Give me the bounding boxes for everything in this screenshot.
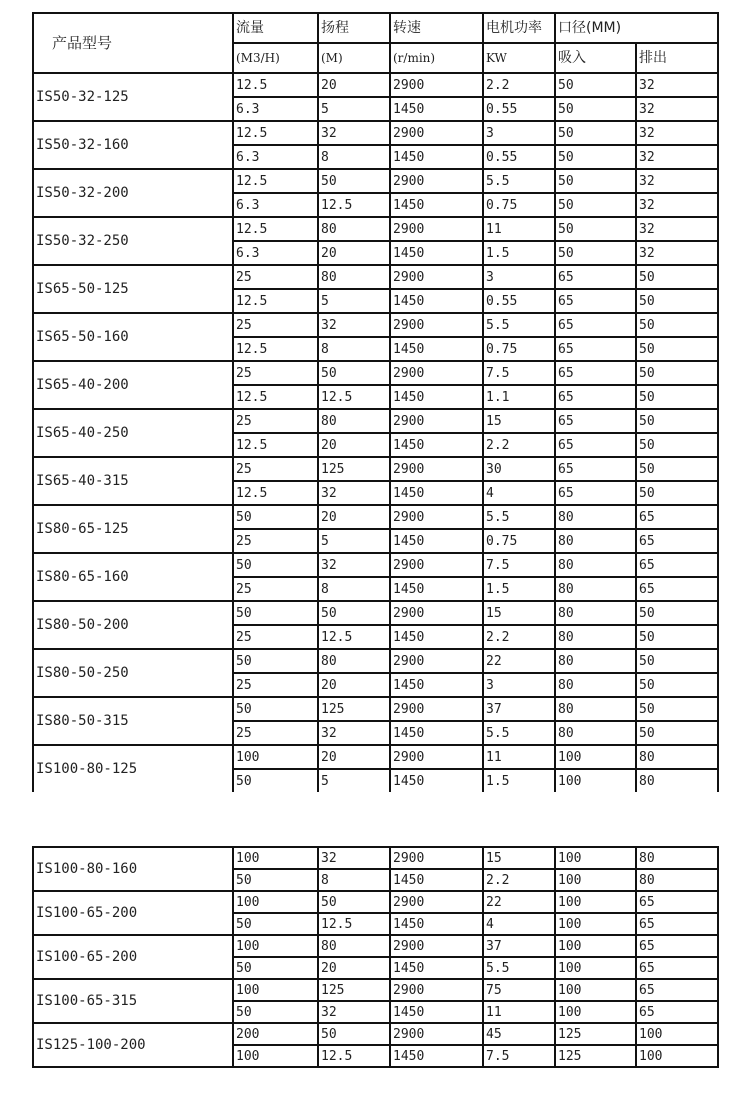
power-cell: 15 bbox=[483, 409, 555, 433]
inlet-cell: 100 bbox=[555, 935, 636, 957]
speed-cell: 1450 bbox=[390, 625, 483, 649]
outlet-cell: 65 bbox=[636, 935, 718, 957]
outlet-cell: 50 bbox=[636, 433, 718, 457]
model-cell: IS80-65-160 bbox=[33, 553, 233, 601]
speed-cell: 1450 bbox=[390, 869, 483, 891]
model-cell: IS50-32-250 bbox=[33, 217, 233, 265]
speed-cell: 1450 bbox=[390, 913, 483, 935]
power-cell: 5.5 bbox=[483, 505, 555, 529]
power-cell: 30 bbox=[483, 457, 555, 481]
model-cell: IS100-65-200 bbox=[33, 891, 233, 935]
speed-cell: 2900 bbox=[390, 649, 483, 673]
speed-cell: 1450 bbox=[390, 673, 483, 697]
model-cell: IS65-40-250 bbox=[33, 409, 233, 457]
inlet-cell: 80 bbox=[555, 673, 636, 697]
table-row bbox=[33, 313, 718, 337]
flow-cell: 100 bbox=[233, 745, 318, 769]
header-flow-unit: (M3/H) bbox=[233, 43, 318, 73]
table-row bbox=[33, 891, 718, 913]
inlet-cell: 65 bbox=[555, 481, 636, 505]
header-head: 扬程 bbox=[318, 13, 390, 43]
speed-cell: 2900 bbox=[390, 601, 483, 625]
table-row bbox=[33, 697, 718, 721]
power-cell: 15 bbox=[483, 847, 555, 869]
outlet-cell: 65 bbox=[636, 553, 718, 577]
pump-spec-table-lower bbox=[32, 846, 719, 1068]
inlet-cell: 50 bbox=[555, 121, 636, 145]
flow-cell: 6.3 bbox=[233, 97, 318, 121]
inlet-cell: 100 bbox=[555, 769, 636, 792]
inlet-cell: 125 bbox=[555, 1045, 636, 1067]
head-cell: 12.5 bbox=[318, 913, 390, 935]
inlet-cell: 50 bbox=[555, 217, 636, 241]
outlet-cell: 32 bbox=[636, 217, 718, 241]
power-cell: 7.5 bbox=[483, 1045, 555, 1067]
flow-cell: 12.5 bbox=[233, 433, 318, 457]
speed-cell: 1450 bbox=[390, 193, 483, 217]
power-cell: 75 bbox=[483, 979, 555, 1001]
flow-cell: 6.3 bbox=[233, 241, 318, 265]
table-row bbox=[33, 649, 718, 673]
head-cell: 5 bbox=[318, 97, 390, 121]
outlet-cell: 32 bbox=[636, 97, 718, 121]
outlet-cell: 65 bbox=[636, 891, 718, 913]
power-cell: 22 bbox=[483, 649, 555, 673]
flow-cell: 25 bbox=[233, 361, 318, 385]
flow-cell: 100 bbox=[233, 891, 318, 913]
flow-cell: 50 bbox=[233, 505, 318, 529]
head-cell: 32 bbox=[318, 121, 390, 145]
header-flow: 流量 bbox=[233, 13, 318, 43]
speed-cell: 1450 bbox=[390, 577, 483, 601]
head-cell: 50 bbox=[318, 169, 390, 193]
inlet-cell: 65 bbox=[555, 337, 636, 361]
power-cell: 7.5 bbox=[483, 553, 555, 577]
power-cell: 4 bbox=[483, 481, 555, 505]
header-row-1 bbox=[33, 13, 718, 43]
inlet-cell: 80 bbox=[555, 505, 636, 529]
head-cell: 20 bbox=[318, 73, 390, 97]
inlet-cell: 100 bbox=[555, 869, 636, 891]
table-row bbox=[33, 217, 718, 241]
power-cell: 0.75 bbox=[483, 193, 555, 217]
head-cell: 20 bbox=[318, 433, 390, 457]
speed-cell: 1450 bbox=[390, 97, 483, 121]
flow-cell: 25 bbox=[233, 265, 318, 289]
flow-cell: 100 bbox=[233, 935, 318, 957]
head-cell: 80 bbox=[318, 649, 390, 673]
outlet-cell: 50 bbox=[636, 721, 718, 745]
table-row bbox=[33, 73, 718, 97]
flow-cell: 12.5 bbox=[233, 169, 318, 193]
power-cell: 5.5 bbox=[483, 957, 555, 979]
power-cell: 11 bbox=[483, 745, 555, 769]
outlet-cell: 100 bbox=[636, 1023, 718, 1045]
table-row bbox=[33, 457, 718, 481]
outlet-cell: 32 bbox=[636, 241, 718, 265]
header-outlet: 排出 bbox=[636, 43, 718, 73]
flow-cell: 50 bbox=[233, 1001, 318, 1023]
flow-cell: 25 bbox=[233, 625, 318, 649]
power-cell: 45 bbox=[483, 1023, 555, 1045]
inlet-cell: 80 bbox=[555, 625, 636, 649]
speed-cell: 2900 bbox=[390, 553, 483, 577]
speed-cell: 2900 bbox=[390, 457, 483, 481]
outlet-cell: 65 bbox=[636, 979, 718, 1001]
head-cell: 32 bbox=[318, 847, 390, 869]
inlet-cell: 65 bbox=[555, 385, 636, 409]
model-cell: IS50-32-160 bbox=[33, 121, 233, 169]
power-cell: 3 bbox=[483, 673, 555, 697]
inlet-cell: 80 bbox=[555, 721, 636, 745]
inlet-cell: 100 bbox=[555, 1001, 636, 1023]
speed-cell: 2900 bbox=[390, 891, 483, 913]
model-cell: IS80-65-125 bbox=[33, 505, 233, 553]
outlet-cell: 32 bbox=[636, 73, 718, 97]
outlet-cell: 32 bbox=[636, 145, 718, 169]
head-cell: 5 bbox=[318, 769, 390, 792]
speed-cell: 2900 bbox=[390, 121, 483, 145]
inlet-cell: 125 bbox=[555, 1023, 636, 1045]
power-cell: 0.55 bbox=[483, 97, 555, 121]
speed-cell: 2900 bbox=[390, 935, 483, 957]
header-power: 电机功率 bbox=[483, 13, 555, 43]
inlet-cell: 50 bbox=[555, 193, 636, 217]
flow-cell: 50 bbox=[233, 649, 318, 673]
speed-cell: 2900 bbox=[390, 265, 483, 289]
speed-cell: 2900 bbox=[390, 979, 483, 1001]
head-cell: 125 bbox=[318, 979, 390, 1001]
inlet-cell: 65 bbox=[555, 409, 636, 433]
head-cell: 8 bbox=[318, 869, 390, 891]
inlet-cell: 65 bbox=[555, 265, 636, 289]
power-cell: 4 bbox=[483, 913, 555, 935]
model-cell: IS65-50-160 bbox=[33, 313, 233, 361]
table-row bbox=[33, 1023, 718, 1045]
speed-cell: 2900 bbox=[390, 217, 483, 241]
table-row bbox=[33, 505, 718, 529]
outlet-cell: 80 bbox=[636, 847, 718, 869]
power-cell: 2.2 bbox=[483, 73, 555, 97]
head-cell: 32 bbox=[318, 313, 390, 337]
inlet-cell: 65 bbox=[555, 457, 636, 481]
power-cell: 2.2 bbox=[483, 433, 555, 457]
header-speed-unit: (r/min) bbox=[390, 43, 483, 73]
flow-cell: 12.5 bbox=[233, 481, 318, 505]
inlet-cell: 80 bbox=[555, 649, 636, 673]
outlet-cell: 50 bbox=[636, 409, 718, 433]
head-cell: 20 bbox=[318, 745, 390, 769]
speed-cell: 1450 bbox=[390, 337, 483, 361]
inlet-cell: 50 bbox=[555, 145, 636, 169]
speed-cell: 1450 bbox=[390, 433, 483, 457]
inlet-cell: 65 bbox=[555, 289, 636, 313]
power-cell: 3 bbox=[483, 121, 555, 145]
header-power-unit: KW bbox=[483, 43, 555, 73]
speed-cell: 1450 bbox=[390, 529, 483, 553]
inlet-cell: 50 bbox=[555, 241, 636, 265]
outlet-cell: 65 bbox=[636, 913, 718, 935]
outlet-cell: 50 bbox=[636, 481, 718, 505]
header-inlet: 吸入 bbox=[555, 43, 636, 73]
table-row bbox=[33, 169, 718, 193]
power-cell: 2.2 bbox=[483, 869, 555, 891]
speed-cell: 2900 bbox=[390, 847, 483, 869]
model-cell: IS100-80-125 bbox=[33, 745, 233, 792]
model-cell: IS65-40-200 bbox=[33, 361, 233, 409]
head-cell: 8 bbox=[318, 577, 390, 601]
table-row bbox=[33, 409, 718, 433]
head-cell: 20 bbox=[318, 957, 390, 979]
header-speed: 转速 bbox=[390, 13, 483, 43]
head-cell: 12.5 bbox=[318, 625, 390, 649]
outlet-cell: 65 bbox=[636, 505, 718, 529]
flow-cell: 50 bbox=[233, 553, 318, 577]
flow-cell: 100 bbox=[233, 1045, 318, 1067]
power-cell: 1.5 bbox=[483, 769, 555, 792]
flow-cell: 25 bbox=[233, 529, 318, 553]
speed-cell: 2900 bbox=[390, 1023, 483, 1045]
model-cell: IS80-50-250 bbox=[33, 649, 233, 697]
inlet-cell: 80 bbox=[555, 553, 636, 577]
outlet-cell: 80 bbox=[636, 769, 718, 792]
head-cell: 8 bbox=[318, 337, 390, 361]
flow-cell: 50 bbox=[233, 957, 318, 979]
flow-cell: 25 bbox=[233, 577, 318, 601]
speed-cell: 2900 bbox=[390, 697, 483, 721]
flow-cell: 12.5 bbox=[233, 73, 318, 97]
inlet-cell: 80 bbox=[555, 577, 636, 601]
speed-cell: 2900 bbox=[390, 409, 483, 433]
outlet-cell: 50 bbox=[636, 289, 718, 313]
head-cell: 50 bbox=[318, 361, 390, 385]
power-cell: 5.5 bbox=[483, 313, 555, 337]
inlet-cell: 100 bbox=[555, 745, 636, 769]
table-row bbox=[33, 121, 718, 145]
inlet-cell: 100 bbox=[555, 847, 636, 869]
flow-cell: 100 bbox=[233, 979, 318, 1001]
speed-cell: 1450 bbox=[390, 145, 483, 169]
speed-cell: 1450 bbox=[390, 769, 483, 792]
flow-cell: 200 bbox=[233, 1023, 318, 1045]
table-row bbox=[33, 361, 718, 385]
head-cell: 5 bbox=[318, 529, 390, 553]
power-cell: 15 bbox=[483, 601, 555, 625]
flow-cell: 12.5 bbox=[233, 337, 318, 361]
outlet-cell: 80 bbox=[636, 869, 718, 891]
power-cell: 7.5 bbox=[483, 361, 555, 385]
inlet-cell: 80 bbox=[555, 529, 636, 553]
model-cell: IS100-80-160 bbox=[33, 847, 233, 891]
head-cell: 50 bbox=[318, 601, 390, 625]
outlet-cell: 50 bbox=[636, 313, 718, 337]
table-row bbox=[33, 601, 718, 625]
flow-cell: 50 bbox=[233, 869, 318, 891]
flow-cell: 12.5 bbox=[233, 121, 318, 145]
speed-cell: 2900 bbox=[390, 169, 483, 193]
head-cell: 125 bbox=[318, 457, 390, 481]
power-cell: 5.5 bbox=[483, 721, 555, 745]
outlet-cell: 80 bbox=[636, 745, 718, 769]
outlet-cell: 65 bbox=[636, 577, 718, 601]
power-cell: 1.1 bbox=[483, 385, 555, 409]
outlet-cell: 65 bbox=[636, 529, 718, 553]
power-cell: 11 bbox=[483, 217, 555, 241]
inlet-cell: 100 bbox=[555, 957, 636, 979]
speed-cell: 2900 bbox=[390, 745, 483, 769]
outlet-cell: 50 bbox=[636, 601, 718, 625]
outlet-cell: 50 bbox=[636, 673, 718, 697]
table-row bbox=[33, 979, 718, 1001]
model-cell: IS50-32-125 bbox=[33, 73, 233, 121]
speed-cell: 2900 bbox=[390, 505, 483, 529]
flow-cell: 50 bbox=[233, 601, 318, 625]
inlet-cell: 50 bbox=[555, 97, 636, 121]
flow-cell: 25 bbox=[233, 673, 318, 697]
model-cell: IS65-40-315 bbox=[33, 457, 233, 505]
inlet-cell: 50 bbox=[555, 169, 636, 193]
outlet-cell: 32 bbox=[636, 193, 718, 217]
speed-cell: 1450 bbox=[390, 957, 483, 979]
outlet-cell: 32 bbox=[636, 121, 718, 145]
power-cell: 0.75 bbox=[483, 529, 555, 553]
model-cell: IS80-50-315 bbox=[33, 697, 233, 745]
head-cell: 12.5 bbox=[318, 385, 390, 409]
model-cell: IS100-65-200 bbox=[33, 935, 233, 979]
head-cell: 80 bbox=[318, 409, 390, 433]
power-cell: 0.55 bbox=[483, 289, 555, 313]
inlet-cell: 100 bbox=[555, 891, 636, 913]
flow-cell: 50 bbox=[233, 913, 318, 935]
head-cell: 32 bbox=[318, 1001, 390, 1023]
head-cell: 32 bbox=[318, 481, 390, 505]
flow-cell: 12.5 bbox=[233, 289, 318, 313]
power-cell: 1.5 bbox=[483, 577, 555, 601]
table-row bbox=[33, 745, 718, 769]
outlet-cell: 50 bbox=[636, 361, 718, 385]
flow-cell: 25 bbox=[233, 457, 318, 481]
model-cell: IS50-32-200 bbox=[33, 169, 233, 217]
speed-cell: 1450 bbox=[390, 1045, 483, 1067]
model-cell: IS65-50-125 bbox=[33, 265, 233, 313]
flow-cell: 50 bbox=[233, 697, 318, 721]
head-cell: 20 bbox=[318, 241, 390, 265]
inlet-cell: 65 bbox=[555, 361, 636, 385]
head-cell: 20 bbox=[318, 673, 390, 697]
inlet-cell: 80 bbox=[555, 601, 636, 625]
table-row bbox=[33, 935, 718, 957]
flow-cell: 6.3 bbox=[233, 193, 318, 217]
speed-cell: 2900 bbox=[390, 73, 483, 97]
outlet-cell: 50 bbox=[636, 337, 718, 361]
outlet-cell: 50 bbox=[636, 265, 718, 289]
flow-cell: 25 bbox=[233, 721, 318, 745]
head-cell: 125 bbox=[318, 697, 390, 721]
model-cell: IS80-50-200 bbox=[33, 601, 233, 649]
flow-cell: 6.3 bbox=[233, 145, 318, 169]
head-cell: 8 bbox=[318, 145, 390, 169]
outlet-cell: 50 bbox=[636, 697, 718, 721]
outlet-cell: 50 bbox=[636, 649, 718, 673]
inlet-cell: 100 bbox=[555, 913, 636, 935]
power-cell: 1.5 bbox=[483, 241, 555, 265]
outlet-cell: 50 bbox=[636, 457, 718, 481]
head-cell: 5 bbox=[318, 289, 390, 313]
power-cell: 0.55 bbox=[483, 145, 555, 169]
model-cell: IS125-100-200 bbox=[33, 1023, 233, 1067]
head-cell: 80 bbox=[318, 217, 390, 241]
flow-cell: 25 bbox=[233, 409, 318, 433]
table-row bbox=[33, 265, 718, 289]
flow-cell: 100 bbox=[233, 847, 318, 869]
head-cell: 12.5 bbox=[318, 193, 390, 217]
inlet-cell: 80 bbox=[555, 697, 636, 721]
flow-cell: 50 bbox=[233, 769, 318, 792]
inlet-cell: 65 bbox=[555, 433, 636, 457]
power-cell: 2.2 bbox=[483, 625, 555, 649]
inlet-cell: 50 bbox=[555, 73, 636, 97]
speed-cell: 1450 bbox=[390, 721, 483, 745]
power-cell: 37 bbox=[483, 697, 555, 721]
flow-cell: 12.5 bbox=[233, 217, 318, 241]
head-cell: 80 bbox=[318, 265, 390, 289]
outlet-cell: 32 bbox=[636, 169, 718, 193]
outlet-cell: 100 bbox=[636, 1045, 718, 1067]
head-cell: 50 bbox=[318, 891, 390, 913]
flow-cell: 12.5 bbox=[233, 385, 318, 409]
head-cell: 32 bbox=[318, 553, 390, 577]
power-cell: 11 bbox=[483, 1001, 555, 1023]
header-head-unit: (M) bbox=[318, 43, 390, 73]
power-cell: 0.75 bbox=[483, 337, 555, 361]
head-cell: 32 bbox=[318, 721, 390, 745]
power-cell: 37 bbox=[483, 935, 555, 957]
outlet-cell: 65 bbox=[636, 957, 718, 979]
flow-cell: 25 bbox=[233, 313, 318, 337]
speed-cell: 1450 bbox=[390, 481, 483, 505]
outlet-cell: 50 bbox=[636, 625, 718, 649]
head-cell: 20 bbox=[318, 505, 390, 529]
speed-cell: 1450 bbox=[390, 289, 483, 313]
speed-cell: 1450 bbox=[390, 1001, 483, 1023]
head-cell: 80 bbox=[318, 935, 390, 957]
outlet-cell: 50 bbox=[636, 385, 718, 409]
speed-cell: 1450 bbox=[390, 241, 483, 265]
model-cell: IS100-65-315 bbox=[33, 979, 233, 1023]
power-cell: 5.5 bbox=[483, 169, 555, 193]
head-cell: 12.5 bbox=[318, 1045, 390, 1067]
table-row bbox=[33, 553, 718, 577]
inlet-cell: 100 bbox=[555, 979, 636, 1001]
speed-cell: 1450 bbox=[390, 385, 483, 409]
speed-cell: 2900 bbox=[390, 313, 483, 337]
speed-cell: 2900 bbox=[390, 361, 483, 385]
power-cell: 22 bbox=[483, 891, 555, 913]
header-diameter: 口径(MM) bbox=[555, 13, 718, 43]
outlet-cell: 65 bbox=[636, 1001, 718, 1023]
head-cell: 50 bbox=[318, 1023, 390, 1045]
table-row bbox=[33, 847, 718, 869]
inlet-cell: 65 bbox=[555, 313, 636, 337]
power-cell: 3 bbox=[483, 265, 555, 289]
pump-spec-table-upper bbox=[32, 12, 719, 792]
header-model: 产品型号 bbox=[33, 13, 233, 73]
